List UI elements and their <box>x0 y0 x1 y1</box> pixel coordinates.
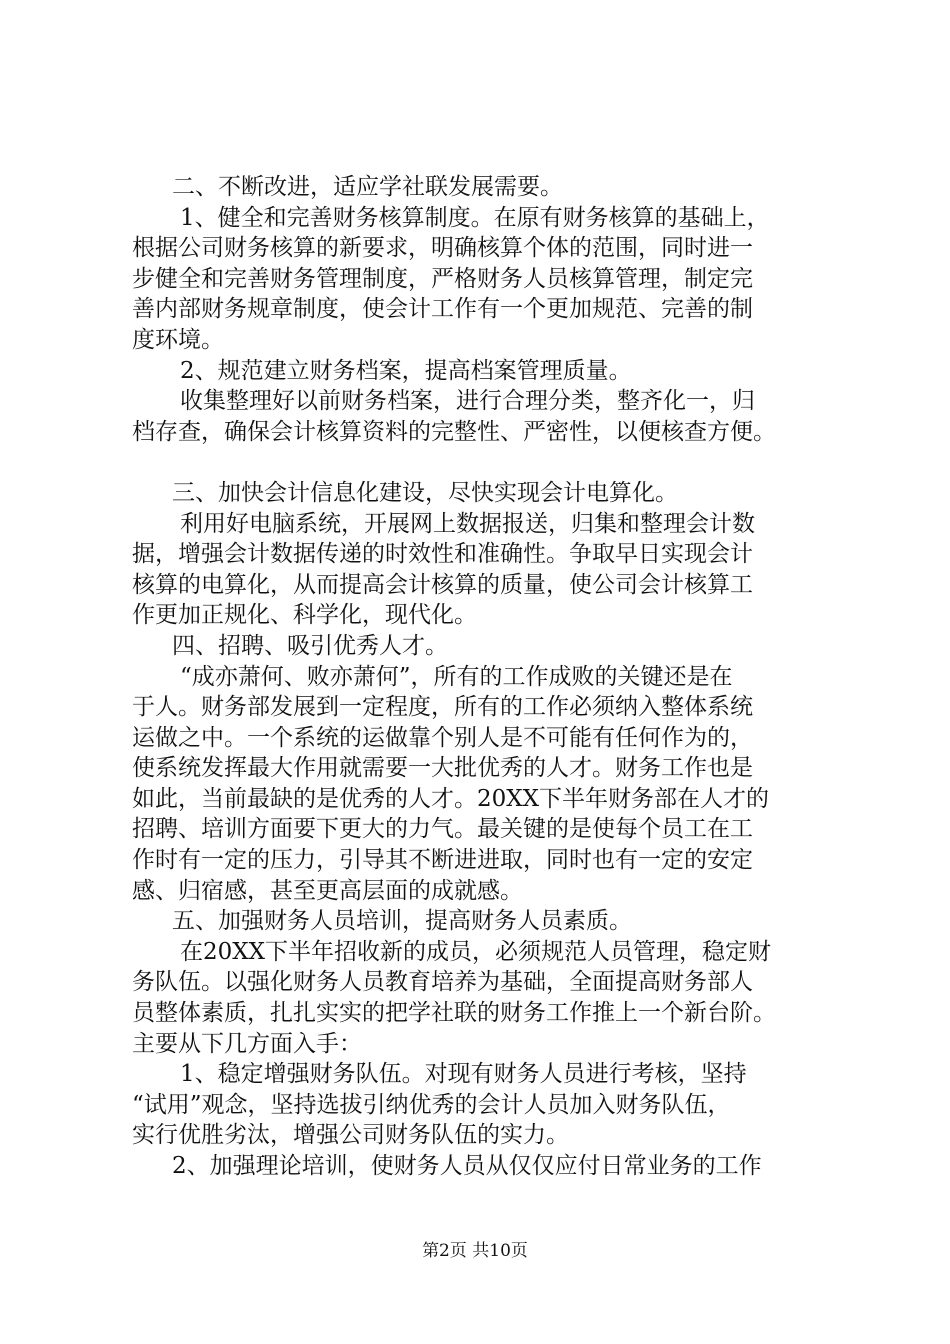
paragraph-line: 在20XX下半年招收新的成员，必须规范人员管理，稳定财 <box>180 938 772 965</box>
paragraph-line: 招聘、培训方面要下更大的力气。最关键的是使每个员工在工 <box>132 816 753 843</box>
paragraph-line: 运做之中。一个系统的运做靠个别人是不可能有任何作为的， <box>132 724 753 751</box>
paragraph-line: 收集整理好以前财务档案，进行合理分类，整齐化一，归 <box>180 388 755 415</box>
paragraph-line: 1、健全和完善财务核算制度。在原有财务核算的基础上， <box>180 204 770 231</box>
paragraph-line: 据，增强会计数据传递的时效性和准确性。争取早日实现会计 <box>132 541 753 568</box>
paragraph-line: 利用好电脑系统，开展网上数据报送，归集和整理会计数 <box>180 510 755 537</box>
document-body <box>132 172 832 1182</box>
paragraph-line: 步健全和完善财务管理制度，严格财务人员核算管理，制定完 <box>132 265 753 292</box>
paragraph-line: 主要从下几方面入手： <box>132 1030 362 1057</box>
paragraph-line: 2、加强理论培训，使财务人员从仅仅应付日常业务的工作 <box>172 1153 762 1179</box>
paragraph-line: “成亦萧何、败亦萧何”，所有的工作成败的关键还是在 <box>180 663 733 690</box>
paragraph-line: 如此，当前最缺的是优秀的人才。20XX下半年财务部在人才的 <box>132 785 770 812</box>
paragraph-line: 2、规范建立财务档案，提高档案管理质量。 <box>180 357 632 384</box>
paragraph-line: 根据公司财务核算的新要求，明确核算个体的范围，同时进一 <box>132 235 753 262</box>
page-footer: 第2页 共10页 <box>422 1241 528 1261</box>
paragraph-line: 作更加正规化、科学化，现代化。 <box>132 602 477 629</box>
blank-line <box>132 447 832 478</box>
paragraph-line: 度环境。 <box>132 326 224 353</box>
heading-section-4: 四、招聘、吸引优秀人才。 <box>172 632 448 659</box>
paragraph-line: 作时有一定的压力，引导其不断进进取，同时也有一定的安定 <box>132 847 753 874</box>
paragraph-line: 善内部财务规章制度，使会计工作有一个更加规范、完善的制 <box>132 296 753 323</box>
paragraph-line: 核算的电算化，从而提高会计核算的质量，使公司会计核算工 <box>132 571 753 598</box>
paragraph-line: 于人。财务部发展到一定程度，所有的工作必须纳入整体系统 <box>132 694 753 721</box>
paragraph-line: 使系统发挥最大作用就需要一大批优秀的人才。财务工作也是 <box>132 755 753 782</box>
heading-section-3: 三、加快会计信息化建设，尽快实现会计电算化。 <box>172 479 678 506</box>
paragraph-line: 1、稳定增强财务队伍。对现有财务人员进行考核，坚持 <box>180 1061 747 1088</box>
paragraph-line: 感、归宿感，甚至更高层面的成就感。 <box>132 877 523 904</box>
heading-section-5: 五、加强财务人员培训，提高财务人员素质。 <box>172 908 632 935</box>
paragraph-line: “试用”观念，坚持选拔引纳优秀的会计人员加入财务队伍， <box>132 1091 731 1118</box>
heading-section-2: 二、不断改进，适应学社联发展需要。 <box>172 174 563 200</box>
paragraph-line: 务队伍。以强化财务人员教育培养为基础，全面提高财务部人 <box>132 969 753 996</box>
paragraph-line: 员整体素质，扎扎实实的把学社联的财务工作推上一个新台阶。 <box>132 1000 776 1027</box>
paragraph-line: 实行优胜劣汰，增强公司财务队伍的实力。 <box>132 1122 569 1149</box>
paragraph-line: 档存查，确保会计核算资料的完整性、严密性，以便核查方便。 <box>132 418 776 445</box>
